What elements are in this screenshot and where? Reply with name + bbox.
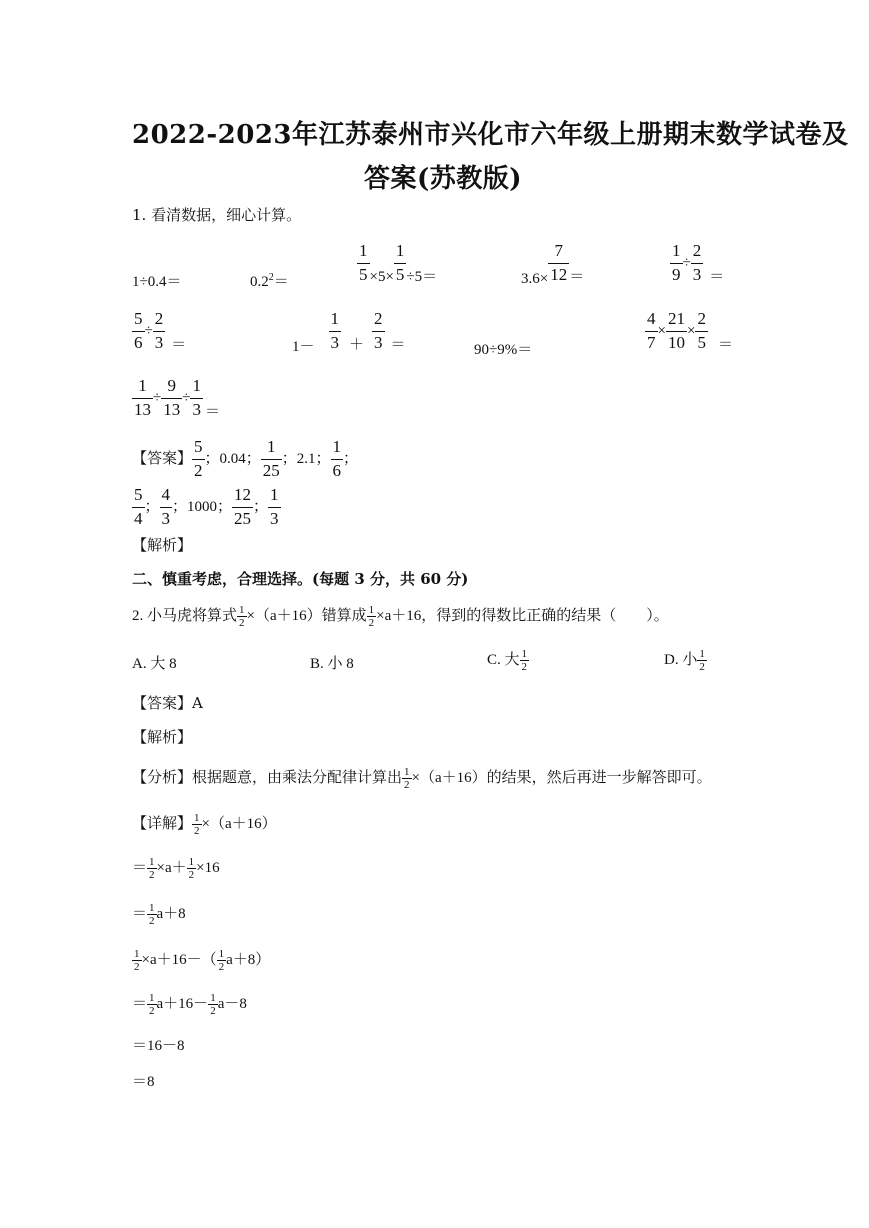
q2-option-c: C. 大 $\frac{1}{2}$ xyxy=(487,648,528,674)
q1-expr-10: $\frac{1}{13}$ ÷ $\frac{9}{13}$ ÷ $\frac{1}{3}$ ＝ xyxy=(134,376,220,420)
answer-label: 【答案】 xyxy=(132,450,193,467)
fraction: $\frac{9}{13}$ xyxy=(163,376,181,419)
fraction: $\frac{1}{2}$ xyxy=(404,766,410,792)
q2-detail-3: ＝ $\frac{1}{2}$ a＋8 xyxy=(132,902,186,928)
q2-detail-1: 【详解】 $\frac{1}{2}$ ×（a＋16） xyxy=(132,812,277,838)
fraction: $\frac{1}{3}$ xyxy=(270,485,279,528)
fraction: $\frac{21}{10}$ xyxy=(667,309,685,352)
q2-analysis-label: 【解析】 xyxy=(132,728,193,746)
fraction: $\frac{1}{2}$ xyxy=(239,604,245,630)
fraction: $\frac{2}{3}$ xyxy=(692,241,702,284)
fraction: $\frac{5}{6}$ xyxy=(134,309,143,352)
fraction: $\frac{1}{3}$ xyxy=(192,376,201,419)
fraction: $\frac{1}{2}$ xyxy=(188,856,195,882)
fraction: $\frac{1}{5}$ xyxy=(395,241,405,284)
fraction: $\frac{4}{3}$ xyxy=(161,485,171,528)
fraction: $\frac{2}{3}$ xyxy=(374,309,383,352)
document-title-line1: 2022-2023年江苏泰州市兴化市六年级上册期末数学试卷及 xyxy=(132,120,849,150)
q1-analysis-label: 【解析】 xyxy=(132,536,193,554)
q2-detail-6: ＝16－8 xyxy=(132,1038,185,1054)
q1-expr-3: $\frac{1}{5}$ ×5× $\frac{1}{5}$ ÷5＝ xyxy=(359,241,438,285)
q1-expr-1: 1÷0.4＝ xyxy=(132,274,182,290)
fraction: $\frac{4}{7}$ xyxy=(647,309,656,352)
fraction: $\frac{1}{13}$ xyxy=(134,376,151,419)
fraction: $\frac{1}{2}$ xyxy=(194,812,200,838)
fraction: $\frac{1}{9}$ xyxy=(672,241,681,284)
q1-expr-9: $\frac{4}{7}$ × $\frac{21}{10}$ × $\frac{2}{5}$ ＝ xyxy=(647,309,733,353)
q2-fenxi: 【分析】根据题意，由乘法分配律计算出 $\frac{1}{2}$ ×（a＋16）的结果，然后再进一步解答即可。 xyxy=(132,766,712,792)
fraction: $\frac{2}{3}$ xyxy=(154,309,164,352)
q1-expr-5: $\frac{1}{9}$ ÷ $\frac{2}{3}$ ＝ xyxy=(672,241,725,285)
fraction: $\frac{7}{12}$ xyxy=(550,241,568,284)
fraction: $\frac{1}{2}$ xyxy=(699,648,705,674)
q2-detail-5: ＝ $\frac{1}{2}$ a＋16－ $\frac{1}{2}$ a－8 xyxy=(132,992,247,1018)
fraction: $\frac{12}{25}$ xyxy=(234,485,252,528)
fraction: $\frac{1}{2}$ xyxy=(134,948,140,974)
fraction: $\frac{1}{3}$ xyxy=(330,309,340,352)
q2-option-a: A. 大 8 xyxy=(132,656,177,672)
q1-expr-2: $0.2^2=$ xyxy=(250,272,289,290)
document-title-line2: 答案(苏教版) xyxy=(364,164,523,194)
fraction: $\frac{5}{4}$ xyxy=(134,485,143,528)
section-2-heading: 二、慎重考虑，合理选择。(每题 3 分，共 60 分) xyxy=(132,570,469,588)
q2-detail-4: $\frac{1}{2}$ ×a＋16－（ $\frac{1}{2}$ a＋8） xyxy=(134,948,271,974)
q2-option-b: B. 小 8 xyxy=(310,656,354,672)
fraction: $\frac{1}{2}$ xyxy=(149,902,155,928)
q1-answer-line2: $\frac{5}{4}$ ； $\frac{4}{3}$ ；1000； $\frac{12}{25}$ ； $\frac{1}{3}$ xyxy=(132,484,281,531)
q1-expr-7: 1－ $\frac{1}{3}$ ＋ $\frac{2}{3}$ ＝ xyxy=(292,309,406,355)
q1-heading: 1. 看清数据，细心计算。 xyxy=(132,206,302,224)
q1-expr-8: 90÷9%＝ xyxy=(474,342,533,358)
fraction: $\frac{1}{2}$ xyxy=(521,648,528,674)
q2-detail-2: ＝ $\frac{1}{2}$ ×a＋ $\frac{1}{2}$ ×16 xyxy=(132,856,220,882)
q1-expr-6: $\frac{5}{6}$ ÷ $\frac{2}{3}$ ＝ xyxy=(134,309,187,353)
fraction: $\frac{1}{25}$ xyxy=(262,437,280,480)
fraction: $\frac{5}{2}$ xyxy=(194,437,203,480)
fraction: $\frac{1}{6}$ xyxy=(332,437,342,480)
fraction: $\frac{1}{2}$ xyxy=(149,856,155,882)
q2-answer: 【答案】A xyxy=(132,694,203,712)
q2-option-d: D. 小 $\frac{1}{2}$ xyxy=(664,648,705,674)
fraction: $\frac{1}{2}$ xyxy=(210,992,216,1018)
fraction: $\frac{1}{5}$ xyxy=(359,241,368,284)
q2-stem: 2. 小马虎将算式 $\frac{1}{2}$ ×（a＋16）错算成 $\frac{1}{2}$ ×a＋16，得到的得数比正确的结果（ ）。 xyxy=(132,604,669,630)
fraction: $\frac{2}{5}$ xyxy=(697,309,706,352)
fraction: $\frac{1}{2}$ xyxy=(218,948,225,974)
fraction: $\frac{1}{2}$ xyxy=(368,604,375,630)
q1-expr-4: 3.6× $\frac{7}{12}$ ＝ xyxy=(521,241,585,287)
q2-detail-7: ＝8 xyxy=(132,1074,155,1090)
fraction: $\frac{1}{2}$ xyxy=(149,992,155,1018)
q1-answer-line1: 【答案】 $\frac{5}{2}$ ；0.04； $\frac{1}{25}$ ；2.1； $\frac{1}{6}$ ； xyxy=(132,436,358,483)
